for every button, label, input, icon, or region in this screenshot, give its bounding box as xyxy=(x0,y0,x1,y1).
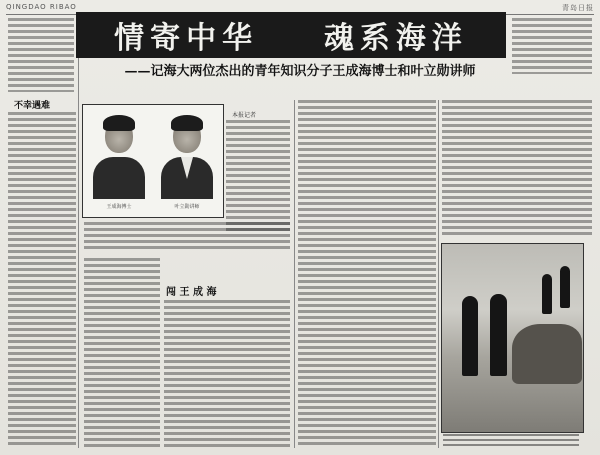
text-column-left xyxy=(8,112,76,447)
person-figure xyxy=(490,294,507,376)
portrait-photo-frame xyxy=(82,104,224,218)
column-divider xyxy=(294,100,295,448)
text-column-under-photo xyxy=(84,222,290,252)
text-column-top-right xyxy=(512,18,592,74)
column-divider xyxy=(78,18,79,448)
paper-name: QINGDAO RIBAO xyxy=(6,3,77,11)
person-figure xyxy=(560,266,570,308)
seaside-photo xyxy=(441,243,584,433)
person-figure xyxy=(542,274,552,314)
text-column-left-top xyxy=(8,18,74,92)
portrait-wang-chenghai xyxy=(91,113,145,199)
rock-shape xyxy=(512,324,582,384)
seaside-photo-caption xyxy=(443,434,579,446)
section-heading-chenghai: 闯 王 成 海 xyxy=(166,287,217,298)
portrait-ye-lixun xyxy=(159,113,213,199)
text-column-third xyxy=(298,100,436,448)
column-divider xyxy=(438,100,439,448)
headline-part-1: 情寄中华 xyxy=(114,21,259,56)
text-column-right xyxy=(442,100,592,238)
headline-banner xyxy=(76,12,506,58)
portrait-right-caption: 叶立勋讲师 xyxy=(174,204,200,210)
masthead-info: 青岛日报 xyxy=(562,4,594,12)
byline: 本报记者 xyxy=(232,112,257,119)
text-column-second-b xyxy=(164,300,290,448)
headline-part-2: 魂系海洋 xyxy=(323,21,468,56)
section-heading-misfortune: 不幸遇难 xyxy=(14,101,51,111)
text-column-second xyxy=(84,258,160,448)
subheadline: ——记海大两位杰出的青年知识分子王成海博士和叶立勋讲师 xyxy=(124,64,476,79)
person-figure xyxy=(462,296,478,376)
portrait-left-caption: 王成海博士 xyxy=(106,204,132,210)
text-column-middle-top xyxy=(226,120,290,232)
